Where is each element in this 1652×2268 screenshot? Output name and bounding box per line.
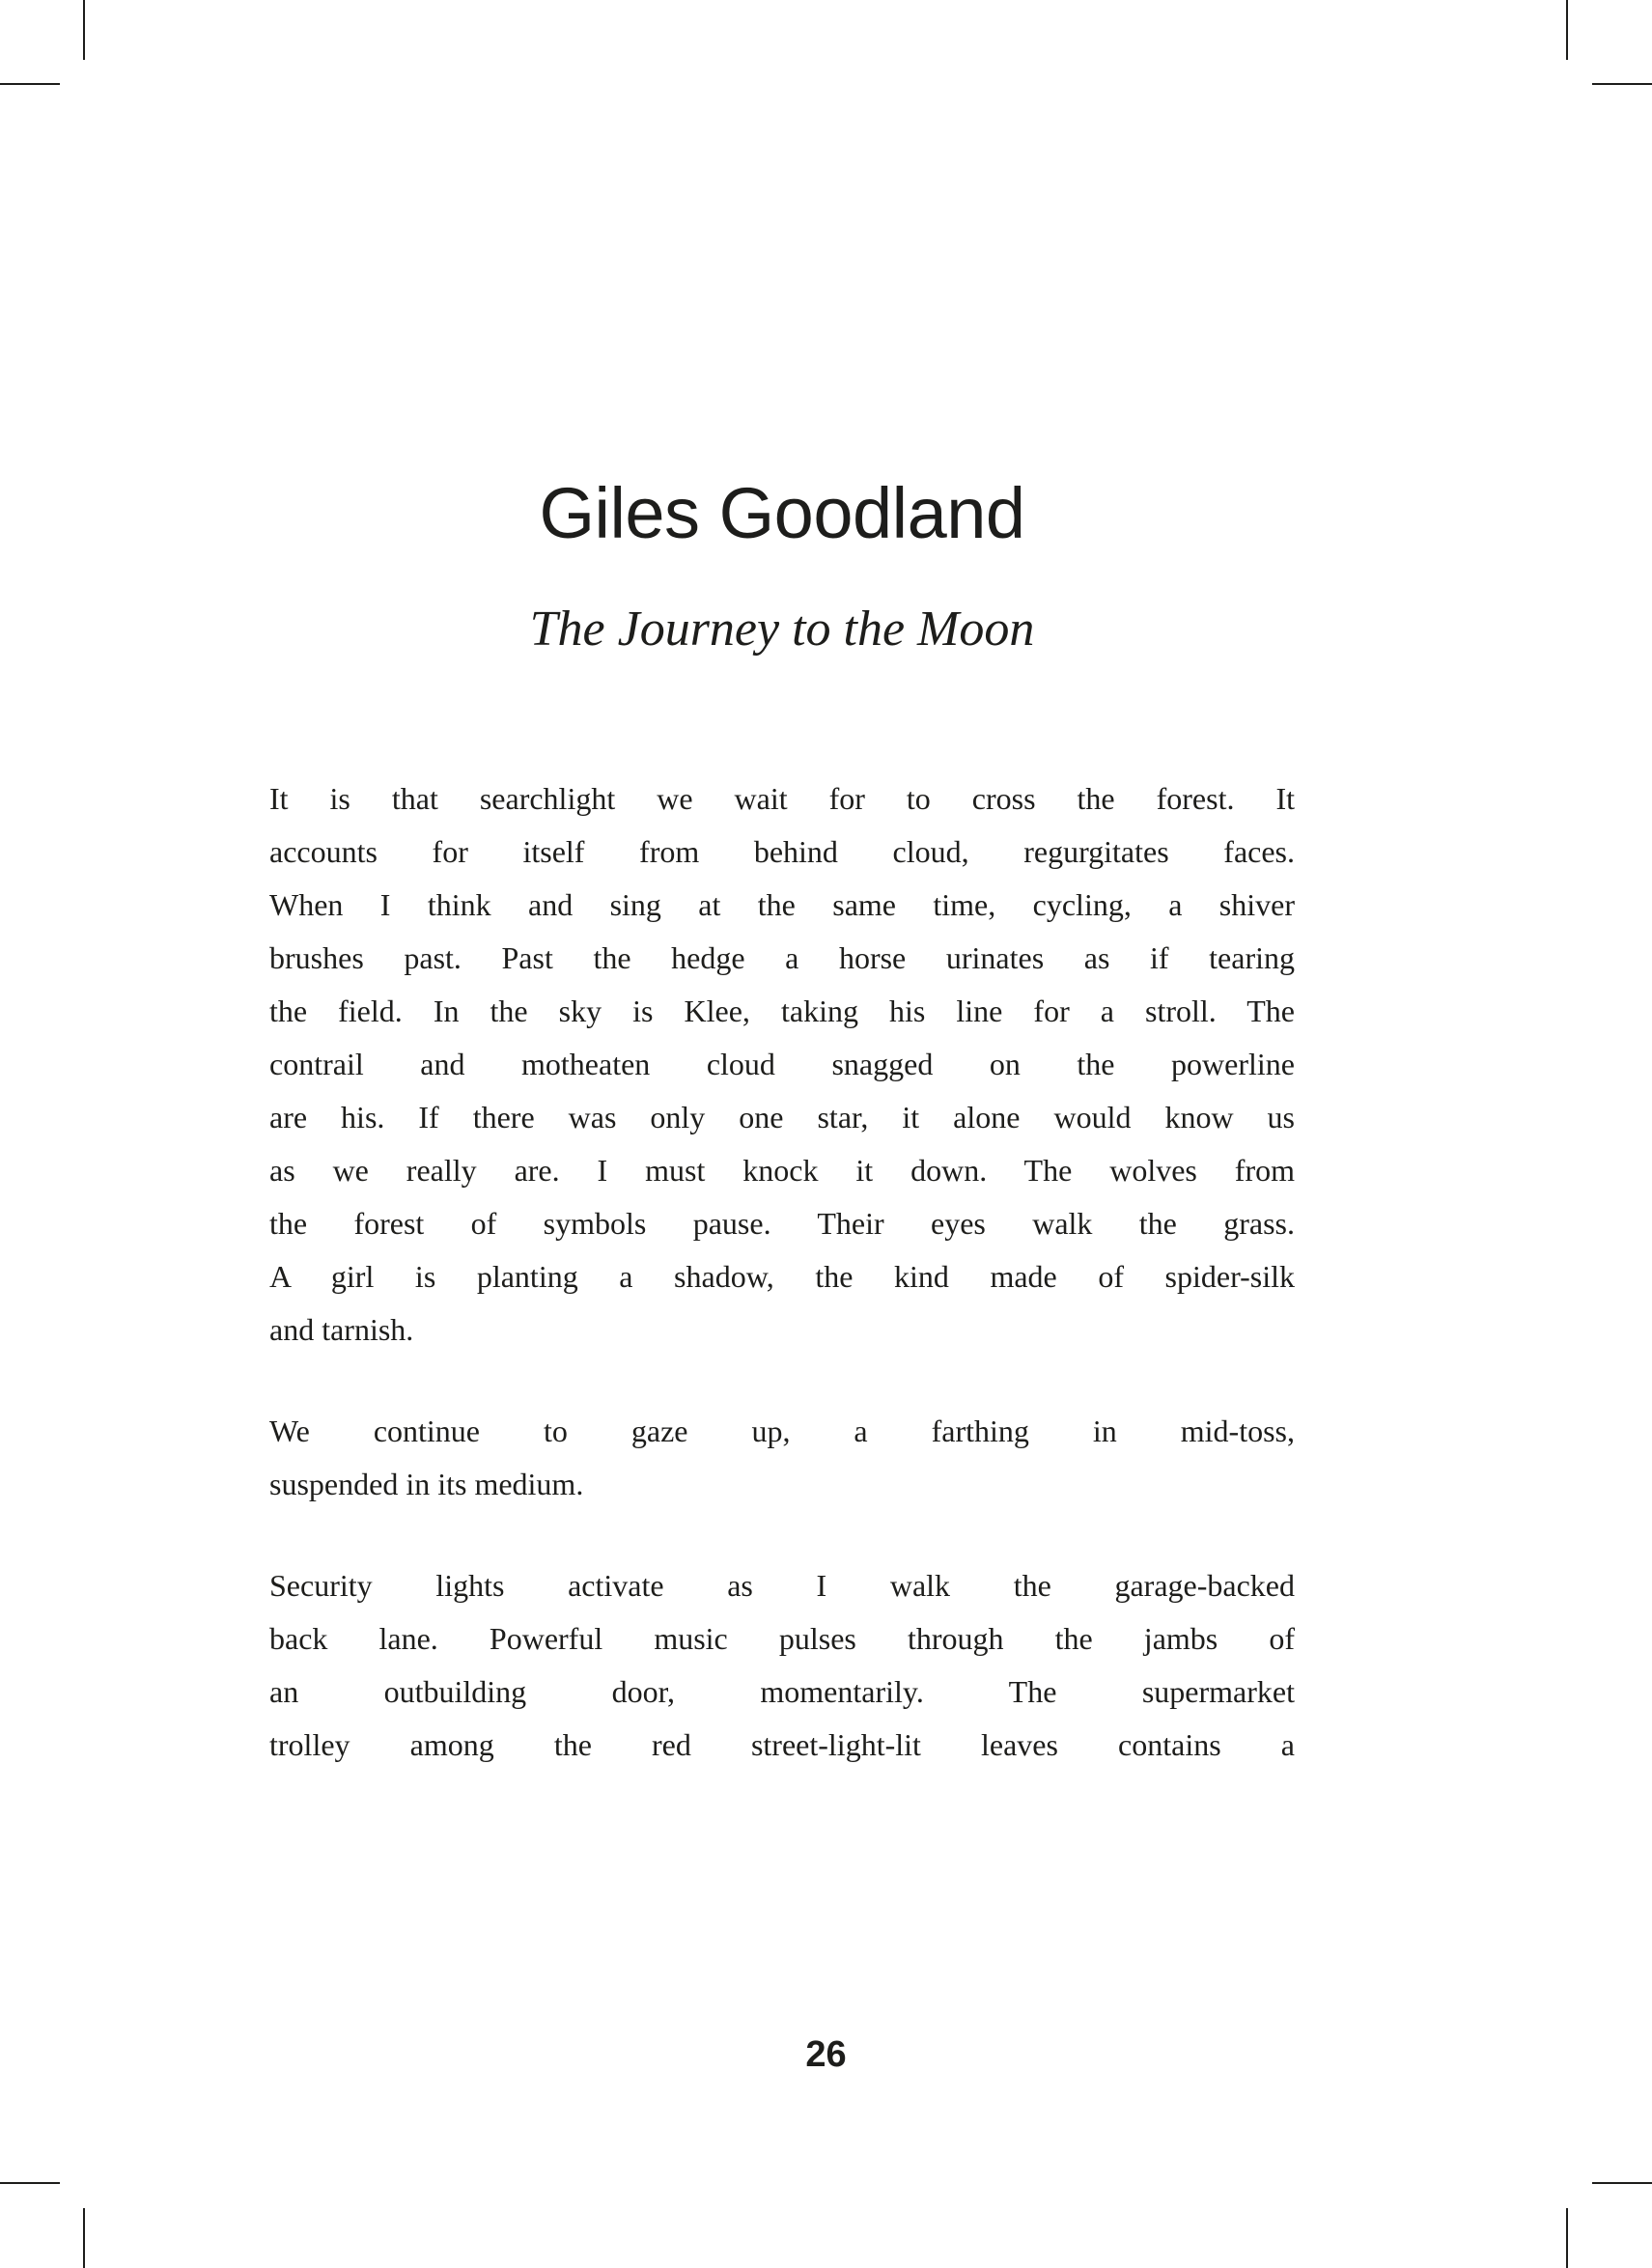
poem-line: brushes past. Past the hedge a horse urinates as if tearing [269, 940, 1295, 975]
poem-line: accounts for itself from behind cloud, regurgitates faces. [269, 834, 1295, 869]
poem-paragraph [269, 1405, 1295, 1511]
poem-title: The Journey to the Moon [529, 602, 1035, 657]
crop-mark-bottom-left-vertical [83, 2208, 85, 2268]
poem-line: are his. If there was only one star, it alone would know us [269, 1100, 1295, 1134]
crop-mark-top-left-vertical [83, 0, 85, 60]
poem-line: the field. In the sky is Klee, taking his line for a stroll. The [269, 994, 1295, 1028]
poem-paragraph [269, 772, 1295, 1357]
crop-mark-top-right-vertical [1566, 0, 1568, 60]
poem-line: contrail and motheaten cloud snagged on the powerline [269, 1047, 1295, 1081]
poem-line: When I think and sing at the same time, cycling, a shiver [269, 887, 1295, 922]
poem-line: We continue to gaze up, a farthing in mid-toss, [269, 1414, 1295, 1448]
poem-line: and tarnish. [269, 1312, 414, 1347]
poem-body [269, 772, 1295, 1820]
crop-mark-bottom-left-horizontal [0, 2182, 60, 2184]
poem-line: It is that searchlight we wait for to cross the forest. It [269, 781, 1295, 816]
poem-line: A girl is planting a shadow, the kind made of spider-silk [269, 1259, 1295, 1294]
poem-line: an outbuilding door, momentarily. The supermarket [269, 1674, 1295, 1709]
crop-mark-top-left-horizontal [0, 83, 60, 85]
crop-mark-top-right-horizontal [1592, 83, 1652, 85]
poem-line: as we really are. I must knock it down. The wolves from [269, 1153, 1295, 1188]
poem-line: Security lights activate as I walk the garage-backed [269, 1568, 1295, 1603]
page-number: 26 [805, 2034, 847, 2075]
poem-line: back lane. Powerful music pulses through the jambs of [269, 1621, 1295, 1656]
crop-mark-bottom-right-horizontal [1592, 2182, 1652, 2184]
poem-line: suspended in its medium. [269, 1467, 584, 1501]
poem-paragraph [269, 1559, 1295, 1772]
author-title: Giles Goodland [539, 473, 1025, 553]
poem-line: trolley among the red street-light-lit leaves contains a [269, 1727, 1295, 1762]
poem-line: the forest of symbols pause. Their eyes walk the grass. [269, 1206, 1295, 1241]
crop-mark-bottom-right-vertical [1566, 2208, 1568, 2268]
